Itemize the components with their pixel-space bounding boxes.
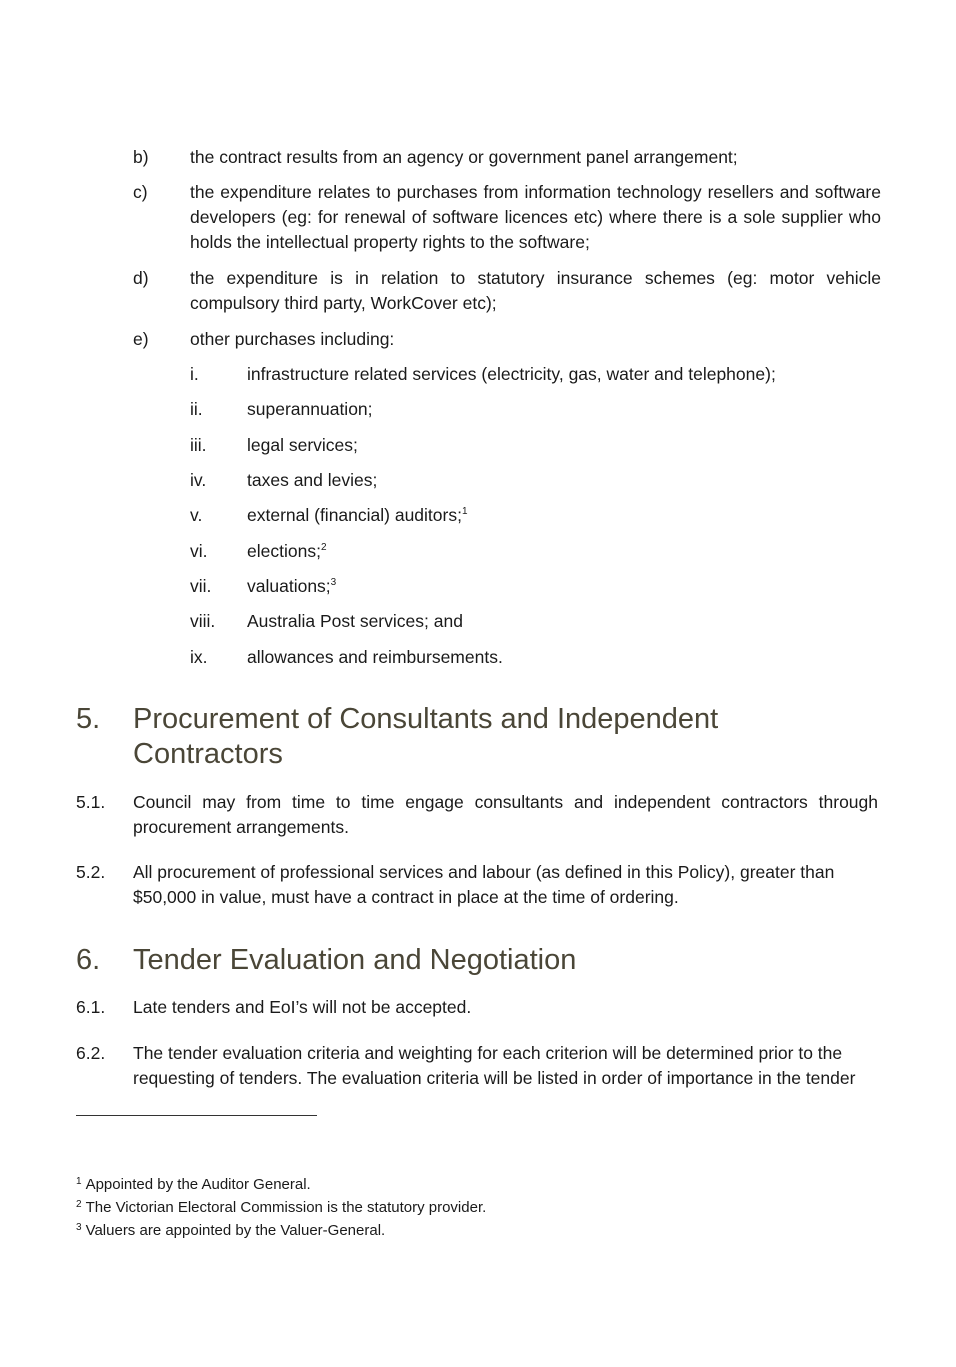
- sub-list-item-label: ii.: [190, 399, 203, 419]
- sub-list-item-label: iii.: [190, 435, 207, 455]
- sub-list-item-text: legal services;: [247, 435, 358, 455]
- clause-text: All procurement of professional services and labour (as defined in this Policy), greater than $50,000 in value, must have a contract in place at the time of ordering.: [133, 862, 835, 907]
- list-item-label: c): [133, 182, 148, 202]
- section-number: 6.: [76, 944, 101, 976]
- sub-list-item-text: Australia Post services; and: [247, 611, 463, 631]
- footnote-text: Valuers are appointed by the Valuer-General.: [85, 1222, 386, 1239]
- sub-list-item-label: ix.: [190, 647, 208, 667]
- list-item-label: e): [133, 329, 149, 349]
- list-item-text: the expenditure is in relation to statutory insurance schemes (eg: motor vehicle compulsory third party, WorkCover etc);: [190, 268, 881, 313]
- sub-list-item-label: iv.: [190, 470, 207, 490]
- sub-list-item-label: viii.: [190, 611, 216, 631]
- clause-text: The tender evaluation criteria and weighting for each criterion will be determined prior to the requesting of tenders. The evaluation criteria will be listed in order of importance in the tender: [133, 1043, 856, 1088]
- footnote-mark: 1: [76, 1176, 82, 1187]
- clause-text: Council may from time to time engage consultants and independent contractors through procurement arrangements.: [133, 792, 878, 837]
- footnote: [76, 1174, 311, 1196]
- list-item-text: the contract results from an agency or government panel arrangement;: [190, 147, 738, 167]
- list-item-label: d): [133, 268, 149, 288]
- footnote-text: The Victorian Electoral Commission is the statutory provider.: [85, 1199, 487, 1216]
- sub-list-item-text: infrastructure related services (electricity, gas, water and telephone);: [247, 364, 776, 384]
- sub-list-item-text: valuations;$^3$: [247, 576, 337, 596]
- footnote: [76, 1220, 385, 1242]
- footnote-mark: 3: [76, 1222, 82, 1233]
- clause-number: 6.2.: [76, 1043, 106, 1063]
- list-item-text: other purchases including:: [190, 329, 395, 349]
- footnote: [76, 1197, 486, 1219]
- sub-list-item-text: allowances and reimbursements.: [247, 647, 503, 667]
- sub-list-item-text: superannuation;: [247, 399, 373, 419]
- sub-list-item-text: external (financial) auditors;$^1$: [247, 505, 468, 525]
- footnote-text: Appointed by the Auditor General.: [85, 1176, 311, 1193]
- sub-list-item-label: v.: [190, 505, 203, 525]
- section-number: 5.: [76, 703, 101, 735]
- footnote-mark: 2: [76, 1199, 82, 1210]
- section-title: Tender Evaluation and Negotiation: [133, 944, 577, 976]
- clause-number: 6.1.: [76, 997, 106, 1017]
- footnote-reference[interactable]: 3: [330, 577, 337, 588]
- clause-number: 5.1.: [76, 792, 106, 812]
- footnote-reference[interactable]: 1: [461, 506, 468, 517]
- footnote-separator: [76, 1115, 317, 1116]
- list-item-text: the expenditure relates to purchases from information technology resellers and software developers (eg: for renewal of software licences etc) where there is a sole supplier who holds the intellectual property rights to the software;: [190, 182, 881, 252]
- sub-list-item-label: vi.: [190, 541, 208, 561]
- list-item-label: b): [133, 147, 149, 167]
- footnote-reference[interactable]: 2: [320, 542, 327, 553]
- section-title: Procurement of Consultants and Independent Contractors: [133, 703, 719, 770]
- sub-list-item-text: elections;$^2$: [247, 541, 327, 561]
- sub-list-item-text: taxes and levies;: [247, 470, 378, 490]
- sub-list-item-label: i.: [190, 364, 199, 384]
- clause-number: 5.2.: [76, 862, 106, 882]
- sub-list-item-label: vii.: [190, 576, 212, 596]
- clause-text: Late tenders and EoI’s will not be accepted.: [133, 997, 472, 1017]
